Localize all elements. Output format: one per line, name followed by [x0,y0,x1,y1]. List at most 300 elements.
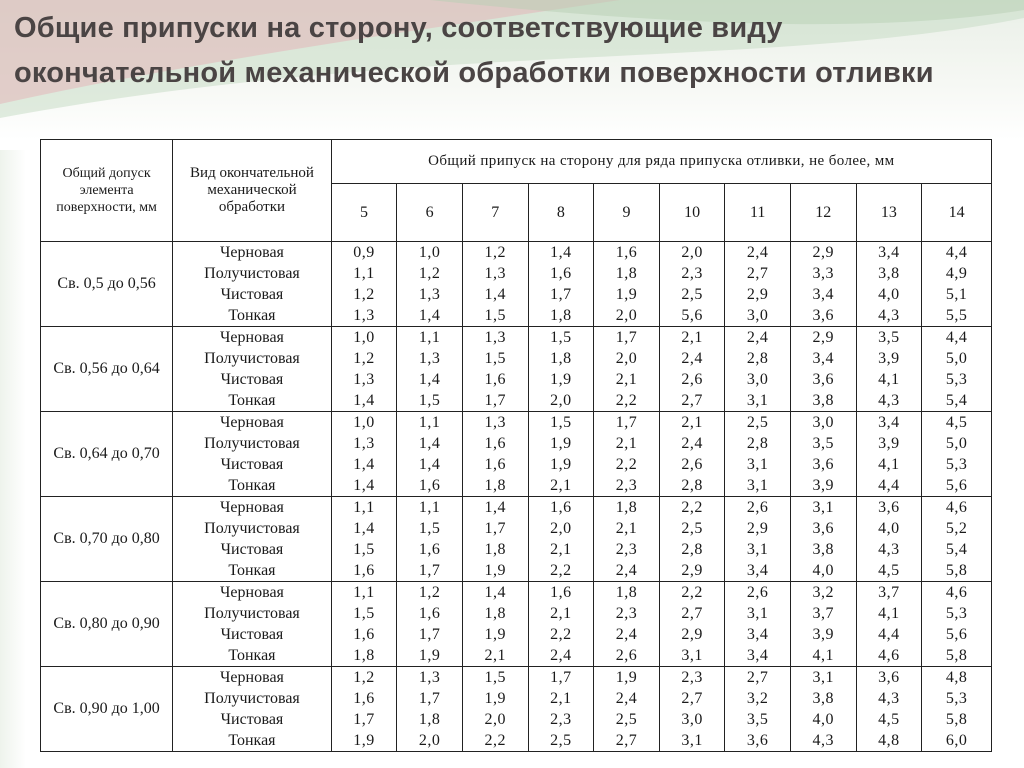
allowance-value: 3,9 [878,435,900,452]
allowance-value: 1,7 [550,286,572,303]
allowance-value: 1,3 [353,435,375,452]
allowance-value: 5,3 [945,456,968,473]
allowance-value: 1,5 [550,414,572,431]
allowance-values-cell [462,582,528,667]
allowance-value: 2,4 [681,435,703,452]
allowance-value: 1,9 [484,562,506,579]
allowance-value: 3,9 [812,477,835,494]
allowance-value: 3,2 [812,584,835,601]
allowance-value: 1,9 [615,669,638,686]
allowance-value: 2,8 [681,541,703,558]
allowance-values-cell [856,242,922,327]
allowance-value: 3,5 [878,329,900,346]
allowance-value: 4,3 [878,541,900,558]
allowance-value: 3,3 [812,265,835,282]
machining-kind-label: Получистовая [204,605,300,622]
allowance-value: 2,5 [550,732,572,749]
allowance-values-cell [790,582,856,667]
machining-kind-label: Тонкая [228,732,276,749]
allowance-values-cell [331,497,397,582]
allowance-value: 1,8 [550,350,572,367]
header-allowance-text: Общий припуск на сторону для ряда припуска отливки, не более, мм [428,153,895,169]
allowance-value: 2,9 [746,286,769,303]
allowance-value: 1,7 [353,711,375,728]
allowance-value: 1,7 [484,520,506,537]
allowance-value: 1,3 [353,371,375,388]
allowance-value: 1,8 [550,307,572,324]
allowance-value: 2,6 [681,456,703,473]
header-row-number: 5 [331,184,397,242]
header-allowance [331,140,991,184]
allowance-value: 1,6 [484,435,506,452]
machining-kinds-cell [173,242,331,327]
machining-kind-label: Получистовая [204,350,300,367]
allowance-value: 2,0 [418,732,441,749]
allowance-values-cell [528,327,594,412]
allowance-values-cell [594,582,660,667]
slide-title: Общие припуски на сторону, соответствующие виду окончательной механической обработки поверхности отливки [14,12,934,89]
allowance-value: 1,1 [353,265,375,282]
allowance-values-cell [594,412,660,497]
allowance-values-cell [331,242,397,327]
allowance-value: 2,7 [615,732,638,749]
allowance-value: 3,1 [812,669,835,686]
allowance-value: 1,7 [418,562,441,579]
allowance-value: 3,0 [681,711,703,728]
machining-kind-label: Черновая [220,584,284,601]
allowance-value: 1,6 [484,456,506,473]
allowance-value: 4,5 [945,414,968,431]
machining-kind-label: Тонкая [228,477,276,494]
machining-kind-label: Черновая [220,669,284,686]
allowance-value: 4,6 [945,499,968,516]
machining-kinds-cell [173,497,331,582]
tolerance-range-cell: Св. 0,5 до 0,56 [41,242,173,327]
allowance-values-cell [528,412,594,497]
allowance-values-cell [397,242,463,327]
allowance-value: 2,4 [550,647,572,664]
allowance-value: 2,1 [615,371,638,388]
allowance-value: 2,8 [746,350,769,367]
allowance-value: 2,1 [615,520,638,537]
allowance-value: 5,4 [945,541,968,558]
machining-kind-label: Чистовая [220,371,284,388]
allowance-value: 3,1 [681,732,703,749]
allowance-value: 1,9 [550,371,572,388]
allowance-value: 1,4 [353,456,375,473]
allowance-value: 1,5 [484,669,506,686]
allowance-value: 1,7 [418,626,441,643]
header-row-number: 14 [922,184,992,242]
allowance-value: 3,8 [812,541,835,558]
allowance-value: 3,2 [746,690,769,707]
allowance-value: 1,3 [418,286,441,303]
allowance-table-body [41,242,992,752]
allowance-value: 4,3 [878,690,900,707]
allowance-value: 1,6 [615,244,638,261]
allowance-value: 2,9 [681,562,703,579]
allowance-value: 2,9 [812,329,835,346]
tolerance-range-cell: Св. 0,70 до 0,80 [41,497,173,582]
allowance-value: 3,6 [812,371,835,388]
allowance-values-cell [331,412,397,497]
machining-kinds-cell [173,582,331,667]
allowance-value: 2,1 [681,414,703,431]
allowance-values-cell [790,497,856,582]
allowance-value: 1,5 [484,350,506,367]
allowance-value: 2,8 [746,435,769,452]
allowance-value: 2,7 [681,690,703,707]
allowance-value: 2,1 [550,541,572,558]
allowance-value: 2,0 [484,711,506,728]
allowance-value: 3,4 [878,244,900,261]
allowance-value: 2,6 [746,499,769,516]
allowance-value: 3,5 [746,711,769,728]
machining-kind-label: Черновая [220,414,284,431]
allowance-values-cell [594,327,660,412]
allowance-values-cell [659,242,725,327]
allowance-value: 1,8 [484,541,506,558]
allowance-value: 1,7 [615,414,638,431]
allowance-value: 1,9 [484,690,506,707]
allowance-value: 3,0 [746,307,769,324]
allowance-value: 5,8 [945,711,968,728]
allowance-value: 5,8 [945,647,968,664]
allowance-value: 3,4 [812,350,835,367]
allowance-value: 1,3 [484,414,506,431]
allowance-value: 3,1 [812,499,835,516]
allowance-value: 1,5 [418,392,441,409]
allowance-value: 2,0 [615,307,638,324]
allowance-value: 3,1 [746,456,769,473]
allowance-value: 4,4 [945,244,968,261]
allowance-value: 1,6 [550,499,572,516]
allowance-value: 4,6 [945,584,968,601]
allowance-values-cell [922,497,992,582]
allowance-value: 1,9 [550,456,572,473]
allowance-value: 2,7 [746,265,769,282]
machining-kind-label: Тонкая [228,647,276,664]
allowance-value: 2,4 [615,690,638,707]
allowance-values-cell [462,412,528,497]
allowance-value: 1,5 [484,307,506,324]
allowance-value: 3,1 [681,647,703,664]
allowance-value: 3,5 [812,435,835,452]
allowance-value: 1,8 [615,584,638,601]
machining-kind-label: Получистовая [204,265,300,282]
allowance-value: 5,8 [945,562,968,579]
allowance-value: 1,3 [484,265,506,282]
header-row-number: 9 [594,184,660,242]
allowance-value: 1,6 [418,541,441,558]
allowance-value: 3,9 [878,350,900,367]
allowance-value: 1,1 [353,499,375,516]
allowance-values-cell [725,412,791,497]
allowance-values-cell [397,327,463,412]
allowance-values-cell [856,327,922,412]
allowance-value: 2,5 [746,414,769,431]
allowance-value: 2,1 [484,647,506,664]
allowance-value: 2,1 [681,329,703,346]
header-row-number: 12 [790,184,856,242]
allowance-value: 4,5 [878,711,900,728]
machining-kinds-cell [173,667,331,752]
machining-kind-label: Тонкая [228,562,276,579]
allowance-value: 2,0 [615,350,638,367]
allowance-value: 3,6 [812,456,835,473]
allowance-value: 2,2 [681,499,703,516]
allowance-values-cell [725,497,791,582]
allowance-value: 3,4 [746,626,769,643]
allowance-value: 6,0 [945,732,968,749]
allowance-value: 4,1 [812,647,835,664]
allowance-value: 1,4 [484,584,506,601]
allowance-value: 1,8 [484,477,506,494]
allowance-values-cell [462,667,528,752]
allowance-values-cell [790,327,856,412]
allowance-value: 2,7 [681,392,703,409]
header-row-number: 7 [462,184,528,242]
allowance-values-cell [528,667,594,752]
allowance-value: 2,1 [615,435,638,452]
allowance-values-cell [528,582,594,667]
allowance-values-cell [594,242,660,327]
allowance-value: 2,4 [746,244,769,261]
allowance-value: 3,1 [746,605,769,622]
allowance-value: 2,3 [615,541,638,558]
allowance-value: 1,6 [418,477,441,494]
allowance-values-cell [528,242,594,327]
allowance-values-cell [856,667,922,752]
allowance-value: 2,2 [550,626,572,643]
allowance-values-cell [922,582,992,667]
allowance-value: 3,6 [746,732,769,749]
allowance-value: 1,1 [418,414,441,431]
allowance-value: 1,0 [353,414,375,431]
allowance-values-cell [922,242,992,327]
allowance-value: 1,5 [550,329,572,346]
allowance-value: 1,5 [418,520,441,537]
allowance-values-cell [397,582,463,667]
allowance-value: 4,4 [878,626,900,643]
machining-kind-label: Чистовая [220,626,284,643]
allowance-value: 2,5 [681,286,703,303]
allowance-values-cell [594,667,660,752]
allowance-value: 1,7 [550,669,572,686]
allowance-values-cell [790,242,856,327]
allowance-value: 1,1 [418,329,441,346]
allowance-value: 3,7 [812,605,835,622]
allowance-value: 2,8 [681,477,703,494]
allowance-value: 1,6 [353,562,375,579]
allowance-value: 4,1 [878,605,900,622]
allowance-value: 4,1 [878,456,900,473]
machining-kind-label: Получистовая [204,520,300,537]
allowance-value: 4,8 [945,669,968,686]
header-row-number: 8 [528,184,594,242]
allowance-value: 2,9 [746,520,769,537]
allowance-value: 1,6 [418,605,441,622]
allowance-value: 3,6 [812,307,835,324]
allowance-value: 4,1 [878,371,900,388]
allowance-value: 3,0 [746,371,769,388]
allowance-value: 4,4 [878,477,900,494]
tolerance-range-cell: Св. 0,64 до 0,70 [41,412,173,497]
allowance-value: 1,8 [484,605,506,622]
allowance-value: 3,8 [878,265,900,282]
allowance-values-cell [790,667,856,752]
allowance-value: 1,6 [484,371,506,388]
allowance-value: 2,3 [550,711,572,728]
allowance-value: 1,6 [550,265,572,282]
allowance-value: 1,2 [418,265,441,282]
machining-kinds-cell [173,412,331,497]
allowance-value: 5,6 [681,307,703,324]
table-row [41,412,992,497]
allowance-value: 1,8 [353,647,375,664]
allowance-value: 5,3 [945,690,968,707]
allowance-value: 2,6 [615,647,638,664]
table-row [41,667,992,752]
allowance-value: 1,3 [484,329,506,346]
allowance-value: 5,3 [945,371,968,388]
allowance-value: 2,4 [615,562,638,579]
machining-kind-label: Чистовая [220,286,284,303]
allowance-value: 4,0 [812,562,835,579]
allowance-value: 2,3 [681,669,703,686]
allowance-value: 1,1 [418,499,441,516]
header-row-number: 11 [725,184,791,242]
allowance-value: 1,4 [353,392,375,409]
header-row-number: 10 [659,184,725,242]
allowance-value: 4,0 [878,520,900,537]
allowance-value: 5,0 [945,435,968,452]
allowance-value: 1,2 [418,584,441,601]
allowance-value: 1,0 [353,329,375,346]
allowance-values-cell [725,327,791,412]
allowance-value: 2,4 [615,626,638,643]
allowance-value: 5,3 [945,605,968,622]
allowance-value: 3,4 [746,647,769,664]
allowance-value: 3,9 [812,626,835,643]
allowance-value: 1,2 [353,286,375,303]
allowance-values-cell [397,412,463,497]
allowance-value: 1,4 [484,286,506,303]
allowance-value: 2,1 [550,605,572,622]
allowance-values-cell [922,412,992,497]
allowance-value: 2,3 [681,265,703,282]
table-row [41,497,992,582]
allowance-value: 3,1 [746,541,769,558]
table-row [41,582,992,667]
allowance-value: 1,9 [484,626,506,643]
allowance-value: 4,6 [878,647,900,664]
allowance-value: 2,2 [615,392,638,409]
allowance-value: 1,2 [353,350,375,367]
allowance-value: 1,4 [353,520,375,537]
allowance-value: 0,9 [353,244,375,261]
machining-kinds-cell [173,327,331,412]
allowance-value: 4,4 [945,329,968,346]
allowance-value: 5,2 [945,520,968,537]
allowance-value: 2,7 [746,669,769,686]
allowance-value: 5,0 [945,350,968,367]
allowance-value: 1,8 [418,711,441,728]
allowance-value: 1,3 [418,669,441,686]
allowance-value: 1,8 [615,265,638,282]
allowance-value: 2,2 [615,456,638,473]
machining-kind-label: Чистовая [220,711,284,728]
allowance-value: 1,6 [353,626,375,643]
allowance-values-cell [790,412,856,497]
allowance-value: 1,4 [418,435,441,452]
machining-kind-label: Получистовая [204,435,300,452]
allowance-value: 2,6 [681,371,703,388]
allowance-value: 4,0 [812,711,835,728]
allowance-value: 3,4 [746,562,769,579]
allowance-value: 1,4 [353,477,375,494]
allowance-value: 3,8 [812,392,835,409]
allowance-value: 3,4 [812,286,835,303]
machining-kind-label: Черновая [220,499,284,516]
allowance-value: 2,2 [550,562,572,579]
allowance-value: 4,0 [878,286,900,303]
allowance-values-cell [331,667,397,752]
allowance-value: 2,2 [681,584,703,601]
allowance-value: 2,0 [681,244,703,261]
allowance-value: 1,9 [418,647,441,664]
header-row-number: 6 [397,184,463,242]
allowance-table [40,139,992,752]
allowance-value: 3,6 [878,499,900,516]
allowance-values-cell [462,242,528,327]
allowance-value: 4,3 [878,392,900,409]
allowance-value: 5,4 [945,392,968,409]
header-row-number: 13 [856,184,922,242]
allowance-value: 1,4 [418,456,441,473]
allowance-values-cell [856,582,922,667]
allowance-values-cell [659,327,725,412]
allowance-value: 1,2 [484,244,506,261]
allowance-values-cell [528,497,594,582]
allowance-value: 4,5 [878,562,900,579]
allowance-values-cell [659,582,725,667]
allowance-value: 5,5 [945,307,968,324]
machining-kind-label: Чистовая [220,456,284,473]
allowance-value: 3,4 [878,414,900,431]
allowance-values-cell [725,242,791,327]
allowance-value: 1,6 [353,690,375,707]
allowance-value: 1,4 [550,244,572,261]
allowance-value: 4,3 [812,732,835,749]
allowance-value: 1,8 [615,499,638,516]
allowance-value: 1,4 [484,499,506,516]
allowance-value: 2,5 [681,520,703,537]
allowance-value: 1,0 [418,244,441,261]
allowance-value: 2,3 [615,605,638,622]
allowance-values-cell [856,412,922,497]
allowance-values-cell [594,497,660,582]
allowance-value: 1,1 [353,584,375,601]
allowance-value: 1,9 [550,435,572,452]
allowance-values-cell [462,497,528,582]
allowance-value: 5,6 [945,477,968,494]
allowance-values-cell [922,327,992,412]
machining-kind-label: Черновая [220,244,284,261]
allowance-value: 3,1 [746,477,769,494]
allowance-value: 1,5 [353,541,375,558]
allowance-values-cell [856,497,922,582]
